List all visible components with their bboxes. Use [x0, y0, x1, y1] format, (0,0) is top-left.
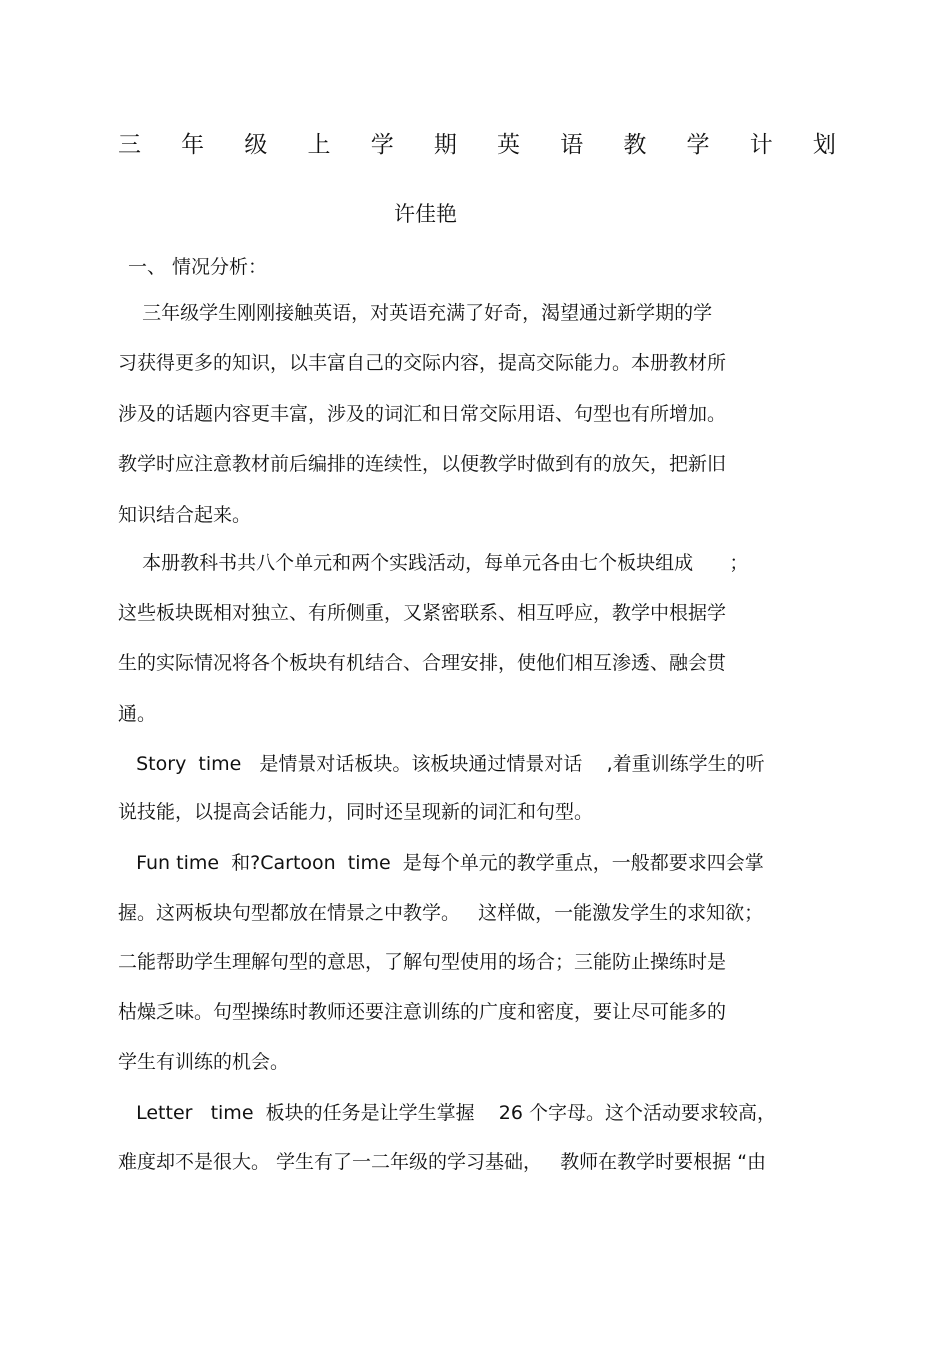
paragraph-line: 习获得更多的知识，以丰富自己的交际内容，提高交际能力。本册教材所 — [118, 352, 727, 374]
title-char: 学 — [686, 132, 710, 158]
paragraph-line: 教学时应注意教材前后编排的连续性，以便教学时做到有的放矢，把新旧 — [118, 453, 727, 475]
title-char: 期 — [433, 132, 457, 158]
title-char: 语 — [560, 132, 584, 158]
paragraph-line: 说技能，以提高会话能力，同时还呈现新的词汇和句型。 — [118, 801, 594, 823]
paragraph-line: 二能帮助学生理解句型的意思，了解句型使用的场合；三能防止操练时是 — [118, 951, 727, 973]
paragraph-line: 本册教科书共八个单元和两个实践活动，每单元各由七个板块组成 ； — [118, 552, 749, 574]
paragraph-line: Letter time 板块的任务是让学生掌握 26 个字母。这个活动要求较高， — [118, 1102, 776, 1124]
title-char: 英 — [497, 132, 521, 158]
paragraph-line: 枯燥乏味。句型操练时教师还要注意训练的广度和密度，要让尽可能多的 — [118, 1001, 727, 1023]
title-char: 上 — [307, 132, 331, 158]
paragraph-line: 知识结合起来。 — [118, 504, 252, 526]
author-name: 许佳艳 — [394, 202, 457, 226]
paragraph-line: 涉及的话题内容更丰富，涉及的词汇和日常交际用语、句型也有所增加。 — [118, 403, 727, 425]
paragraph-line: Story time 是情景对话板块。该板块通过情景对话 ,着重训练学生的听 — [118, 753, 765, 775]
paragraph-line: 三年级学生刚刚接触英语，对英语充满了好奇，渴望通过新学期的学 — [118, 302, 713, 324]
paragraph-line: 学生有训练的机会。 — [118, 1051, 290, 1073]
title-char: 三 — [118, 132, 141, 158]
title-char: 划 — [812, 132, 836, 158]
title-char: 年 — [181, 132, 205, 158]
title-char: 计 — [749, 132, 773, 158]
title-char: 级 — [244, 132, 268, 158]
section-heading: 一、 情况分析： — [128, 256, 268, 278]
paragraph-line: Fun time 和?Cartoon time 是每个单元的教学重点，一般都要求四会掌 — [118, 852, 764, 874]
paragraph-line: 生的实际情况将各个板块有机结合、合理安排，使他们相互渗透、融会贯 — [118, 652, 727, 674]
title-char: 教 — [623, 132, 647, 158]
paragraph-line: 通。 — [118, 703, 157, 725]
paragraph-line: 这些板块既相对独立、有所侧重，又紧密联系、相互呼应，教学中根据学 — [118, 602, 727, 624]
paragraph-line: 难度却不是很大。 学生有了一二年级的学习基础， 教师在教学时要根据 “由 — [118, 1151, 767, 1173]
title-char: 学 — [370, 132, 394, 158]
document-title — [118, 128, 836, 162]
paragraph-line: 握。这两板块句型都放在情景之中教学。 这样做，一能激发学生的求知欲； — [118, 902, 764, 924]
